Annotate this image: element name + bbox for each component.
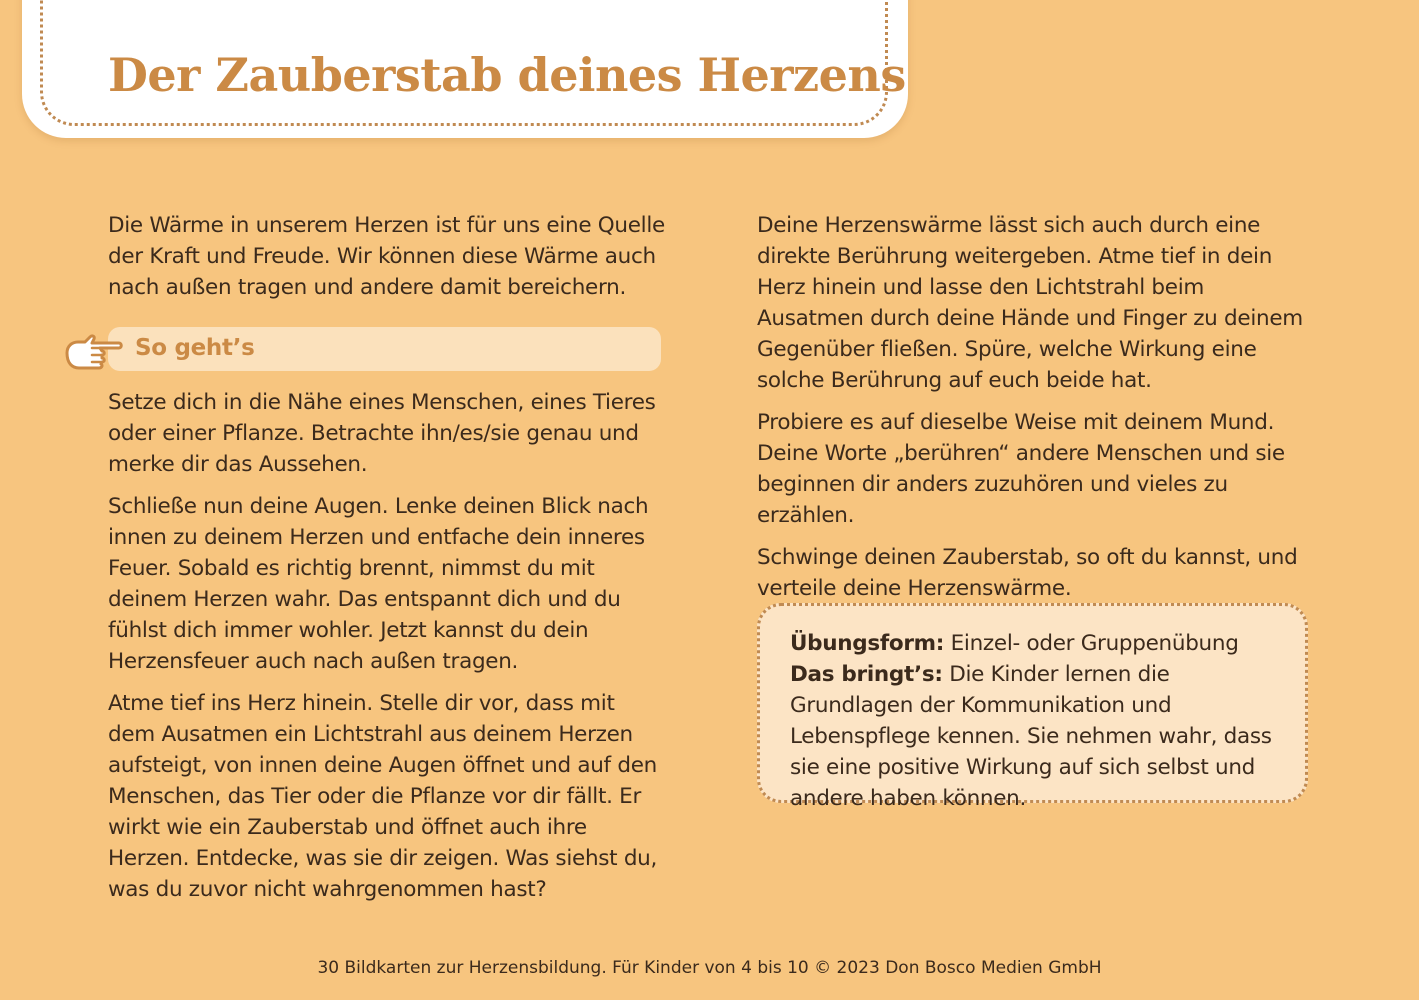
- pointing-hand-icon: [64, 329, 126, 371]
- info-box: [757, 603, 1308, 811]
- howto-bar: [108, 327, 661, 371]
- footer-copyright: 30 Bildkarten zur Herzensbildung. Für Kinder von 4 bis 10 © 2023 Don Bosco Medien GmbH: [317, 958, 1102, 978]
- right-column: [757, 210, 1317, 615]
- exercise-form-label: Übungsform:: [790, 631, 945, 656]
- right-paragraph: Schwinge deinen Zauberstab, so oft du kannst, und verteile deine Herzenswärme.: [757, 545, 1298, 601]
- left-paragraph: Schließe nun deine Augen. Lenke deinen Blick nach innen zu deinem Herzen und entfache dein inneres Feuer. Sobald es richtig brennt, nimmst du mit deinem Herzen wahr. Das entspannt dich und du fühlst dich immer wohler. Jetzt kannst du dein Herzensfeuer auch nach außen tragen.: [108, 494, 649, 674]
- exercise-form-line: [790, 628, 1285, 659]
- howto-label: So geht’s: [135, 335, 255, 361]
- benefit-label: Das bringt’s:: [790, 662, 943, 687]
- left-paragraph: Atme tief ins Herz hinein. Stelle dir vor, dass mit dem Ausatmen ein Lichtstrahl aus deinem Herzen aufsteigt, von innen deine Augen öffnet und auf den Menschen, das Tier oder die Pflanze vor dir fällt. Er wirkt wie ein Zauberstab und öffnet auch ihre Herzen. Entdecke, was sie dir zeigen. Was siehst du, was du zuvor nicht wahrgenommen hast?: [108, 691, 658, 902]
- right-paragraph: Deine Herzenswärme lässt sich auch durch eine direkte Berührung weitergeben. Atme tief in dein Herz hinein und lasse den Lichtstrahl beim Ausatmen durch deine Hände und Finger zu deinem Gegenüber fließen. Spüre, welche Wirkung eine solche Berührung auf euch beide hat.: [757, 213, 1303, 393]
- benefit-line: [790, 659, 1285, 814]
- intro-paragraph: Die Wärme in unserem Herzen ist für uns eine Quelle der Kraft und Freude. Wir können diese Wärme auch nach außen tragen und andere damit bereichern.: [108, 213, 665, 300]
- right-paragraph: Probiere es auf dieselbe Weise mit deinem Mund. Deine Worte „berühren“ andere Menschen und sie beginnen dir anders zuzuhören und vieles zu erzählen.: [757, 410, 1285, 528]
- left-column: [108, 210, 668, 916]
- left-paragraph: Setze dich in die Nähe eines Menschen, eines Tieres oder einer Pflanze. Betrachte ihn/es/sie genau und merke dir das Aussehen.: [108, 390, 656, 477]
- page-title: Der Zauberstab deines Herzens: [108, 48, 906, 102]
- exercise-form-value: Einzel- oder Gruppenübung: [950, 631, 1239, 656]
- benefit-value: Die Kinder lernen die Grundlagen der Kommunikation und Lebenspflege kennen. Sie nehmen wahr, dass sie eine positive Wirkung auf sich selbst und andere haben können.: [790, 662, 1272, 811]
